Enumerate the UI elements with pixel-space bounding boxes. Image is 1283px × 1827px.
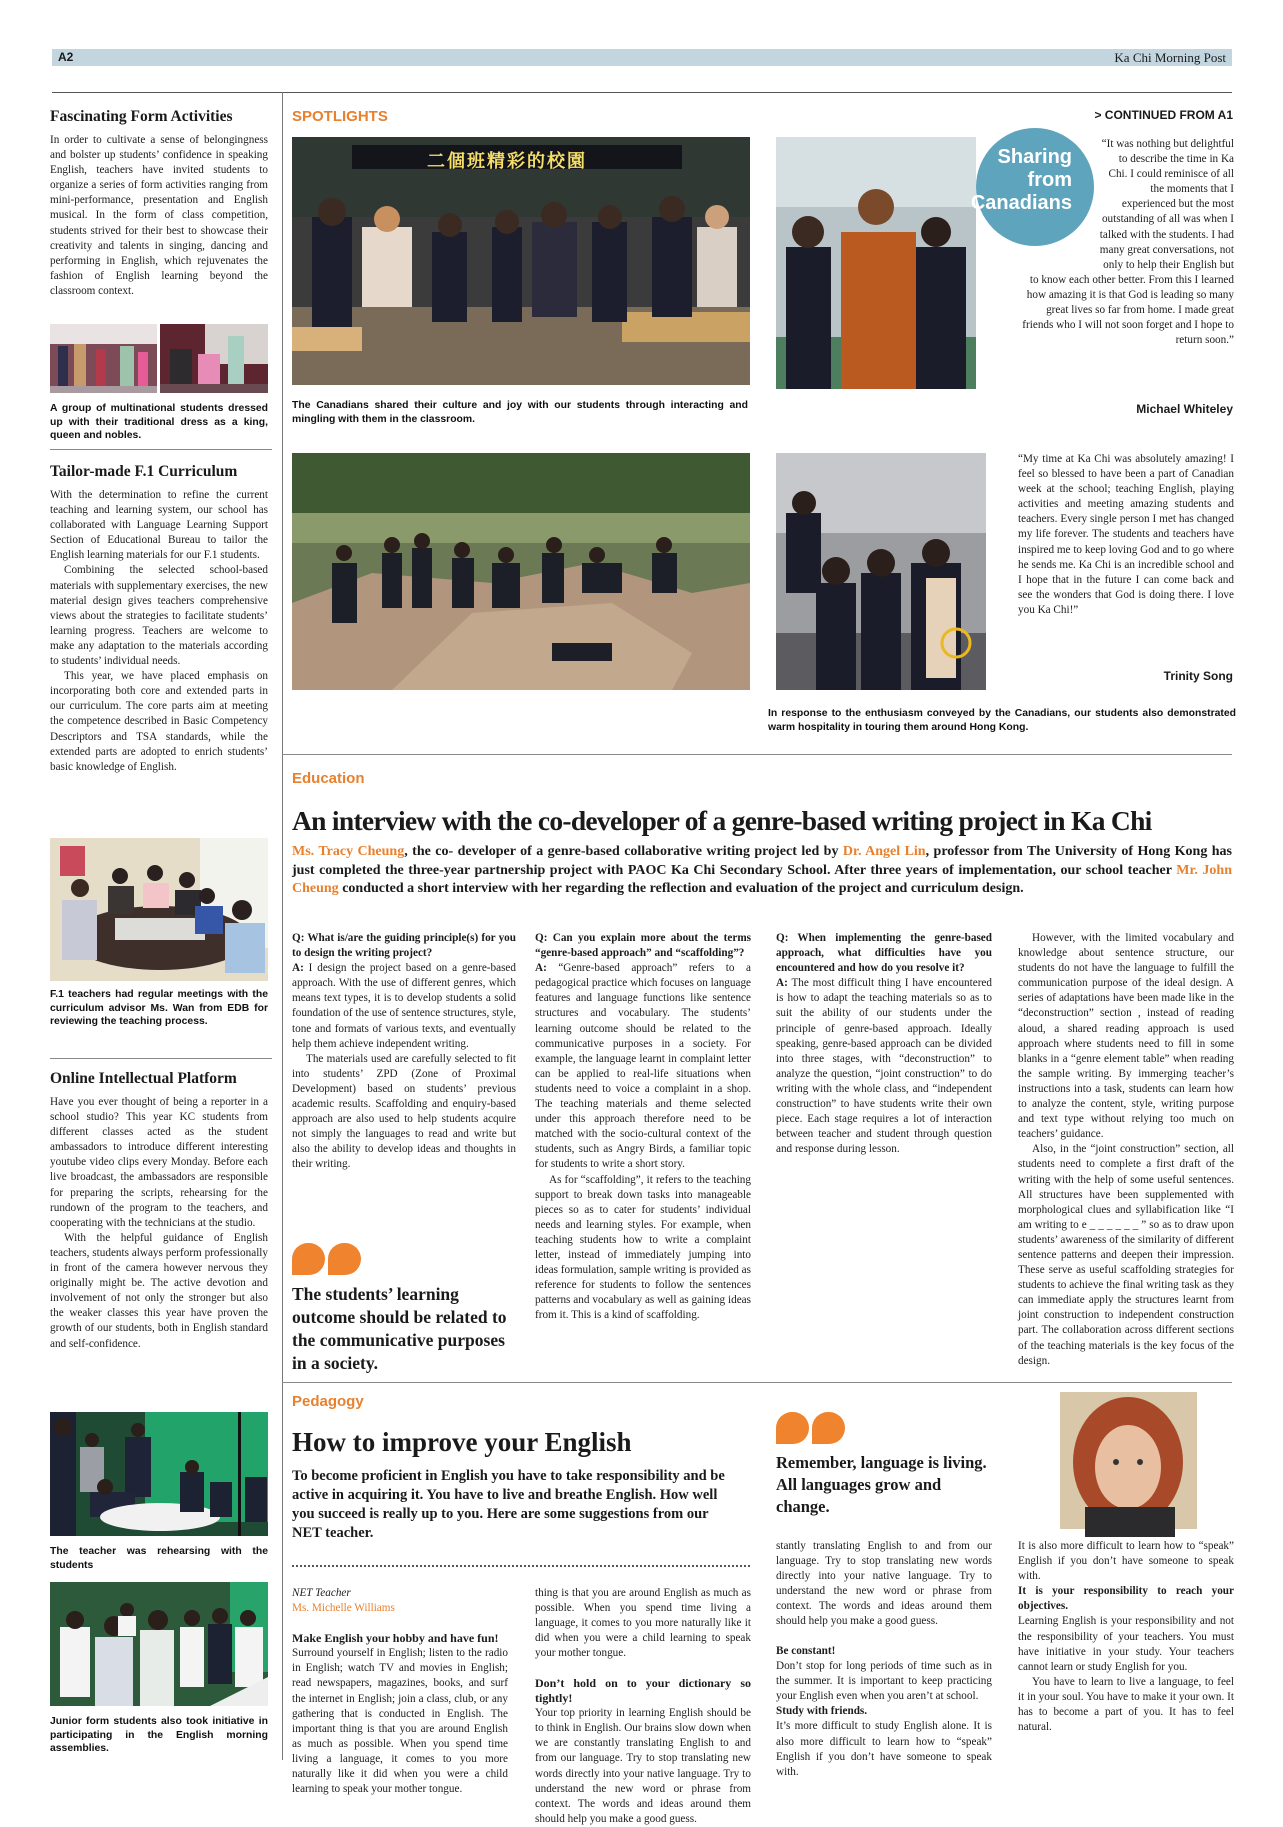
curriculum-title: Tailor-made F.1 Curriculum [50,463,238,480]
photo-classroom-canadians [292,137,750,385]
quote-michael [1016,137,1234,348]
page-number: A2 [58,50,74,64]
pullquote-students-learning [292,1243,516,1375]
publication-name: Ka Chi Morning Post [1114,50,1226,65]
interview-answer: As for “scaffolding”, it refers to the teaching support to break down tasks into manageable pieces so as to cater for students’ individual needs and learning styles. For example, when teaching students how to write a complaint letter, instead of immediately jumping into ideas formulation, sample writing is provided as reference for students to follow the sentences patterns and vocabulary as well as gaining ideas from it. This is a kind of scaffolding. [535,1173,751,1322]
tip-heading: Be constant! [776,1645,836,1657]
quote-mark-icon [292,1243,362,1275]
rule [50,449,272,450]
interview-question: Q: What is/are the guiding principle(s) for you to design the writing project? [292,932,516,960]
dotted-divider [292,1565,750,1567]
tip-text: You have to learn to live a language, to feel it in your soul. You have to make it your own. It has to become a part of you. It has to feel natural. [1018,1675,1234,1734]
lead-text: , the co- developer of a genre-based collaborative writing project led by [404,844,843,859]
caption-f1-teachers: F.1 teachers had regular meetings with the curriculum advisor Ms. Wan from EDB for reviewing the teaching process. [50,989,268,1028]
top-rule [52,92,1232,93]
caption-hong-kong-tour: In response to the enthusiasm conveyed by the Canadians, our students also demonstrated warm hospitality in touring them around Hong Kong. [768,708,1236,733]
tip-text-continued: stantly translating English to and from our language. Try to stop translating new words directly into your native language. Try to understand the new word or phrase from context. The words and ideas around them should help you make a good guess. [776,1540,992,1628]
classroom-banner-text: 二個班精彩的校園 [427,151,587,172]
pedagogy-column-1 [292,1586,508,1796]
teacher-portrait [1060,1392,1197,1529]
byline-role: NET Teacher [292,1587,351,1599]
rule [50,1058,272,1059]
photo-form-activities-2 [160,324,268,393]
tip-text-continued: It is also more difficult to learn how to “speak” English if you don’t have someone to speak with. [1018,1540,1234,1583]
tip-text: Learning English is your responsibility and not the responsibility of your teachers. You must have initiative in your study. Your teachers cannot learn or study English for you. [1018,1615,1234,1673]
interview-answer: The materials used are carefully selected to fit into students’ ZPD (Zone of Proximal Development) based on students’ previous academic results. Scaffolding and enquiry-based approach are also used to help students acquire not simply the languages to read and write but also the ability to develop ideas and thoughts in their writing. [292,1052,516,1171]
section-spotlights: SPOTLIGHTS [292,108,388,125]
quote-michael-text: “It was nothing but delightful to describe the time in Ka Chi. I could reminisce of all the moments that I experienced but the most outstanding of all was when I talked with the students. I had many great conversations, not only to help their English but to know each other better. From this I learned how amazing it is that God is leading so many great lives so far from home. I made great friends who I will not soon forget and I hope to return soon.” [1022,138,1234,347]
left-column-divider [282,92,283,1760]
interview-column-1 [292,931,516,1173]
byline-name: Ms. Michelle Williams [292,1602,395,1615]
interview-question: Q: When implementing the genre-based approach, what difficulties have you encountered and how do you resolve it? [776,932,992,975]
lead-text: , professor from The University of Hong Kong has just completed the three-year partnership project with PAOC Ka Chi Secondary School. After three years of implementation, our school teacher [292,844,1233,878]
curriculum-paragraph: With the determination to refine the current teaching and learning system, our school has collaborated with Language Learning Support Section of Educational Bureau to tailor the English learning materials for our F.1 students. [50,489,268,562]
caption-studio-rehearsal: The teacher was rehearsing with the students [50,1546,268,1571]
interview-answer: However, with the limited vocabulary and knowledge about sentence structure, our students do not have the language to fulfill the communication purpose of the ideal design. A series of adaptations have been made like in the “deconstruction” section , instead of reading aloud, a shared reading approach is used approach where students need to fill in some blanks in a “genre element table” when reading the sample writing. By immerging teacher’s instructions into a task, students can learn how to analyze the content, style, writing purpose and text type without relying too much on teachers’ guidance. [1018,932,1234,1141]
pullquote-text: The students’ learning outcome should be related to the communicative purposes in a society. [292,1284,507,1373]
photo-studio-rehearsal [50,1412,268,1536]
sharing-badge-line: Sharing [997,146,1072,168]
pedagogy-column-3 [776,1539,992,1778]
page-header-bar [52,49,1232,66]
form-activities-title: Fascinating Form Activities [50,108,233,125]
platform-paragraph: With the helpful guidance of English teachers, students always perform professionally in front of the camera however nervous they originally might be. The active devotion and involvement of not only the stronger but also the weaker classes this year have proven the growth of our students, both in English standard and self-confidence. [50,1231,268,1350]
interview-answer: Also, in the “joint construction” section, all students need to complete a first draft of the writing with the help of some useful sentences. All structures have been supplemented with morphological clues and syllabification like “I am writing to e _ _ _ _ _ _ ” so as to draw upon students’ awareness of the similarity of different sentence patterns and deepen their impression. These serve as useful scaffolding strategies for students to achieve the final writing task as they can immediate apply the structures learnt from joint construction to independent construction part. The collaboration across different sections of the teaching materials is the key focus of the design. [1018,1143,1234,1367]
tip-heading: Study with friends. [776,1705,868,1718]
tip-text: Don’t stop for long periods of time such as in the summer. It is important to keep practicing your English even when you aren’t at school. [776,1660,992,1703]
caption-junior-students: Junior form students also took initiative in participating in the English morning assemblies. [50,1716,268,1755]
education-lead [292,843,1232,899]
answer-label: A: [535,962,547,975]
answer-label: A: [776,977,788,990]
tip-heading: It is your responsibility to reach your objectives. [1018,1585,1234,1613]
curriculum-article [50,463,268,775]
caption-classroom: The Canadians shared their culture and joy with our students through interacting and mingling with them in the classroom. [292,400,748,425]
quote-mark-icon [776,1412,846,1444]
photo-michael-whiteley [776,137,976,389]
caption-form-activities: A group of multinational students dressed up with their traditional dress as a king, queen and nobles. [50,403,268,442]
rule [282,754,1232,755]
form-activities-body: In order to cultivate a sense of belongingness and bolster up students’ confidence in speaking English, teachers have invited students to organize a series of form activities ranging from mini-performance, presentation and English musical. In the form of class competition, students strived for their best to showcase their creativity and talents in singing, dancing and performing in English, which rejuvenates the fashion of English learning beyond the classroom context. [50,134,268,297]
quote-trinity: “My time at Ka Chi was absolutely amazing! I feel so blessed to have been a part of Canadian week at the school; teaching English, playing activities and meeting amazing students and teachers. Every single person I met has changed my life forever. The students and teachers have inspired me to keep loving God and to go where he sends me. Ka Chi is an incredible school and I hope that in the future I can come back and see the wonders that God is doing there. I love you Ka Chi!” [1018,453,1234,616]
interview-answer: “Genre-based approach” refers to a pedagogical practice which focuses on language features and language functions like sentence structures and vocabulary. The students’ learning outcome should be related to the communicative purposes in a society. For example, the language learnt in complaint letter can be applied to real-life situations when students need to voice a complaint in a shop. The teaching materials and theme selected under this approach therefore need to be matched with the socio-cultural context of the students, such as Angry Birds, a familiar topic for students to write a short story. [535,962,751,1171]
photo-junior-students [50,1582,268,1706]
pedagogy-column-2 [535,1586,751,1825]
interview-column-4 [1018,931,1234,1369]
sharing-badge-line: from [1027,169,1072,191]
pullquote-language-living [776,1412,992,1518]
section-education: Education [292,770,365,787]
pedagogy-lead: To become proficient in English you have to take responsibility and be active in acquiring it. You have to live and breathe English. How well you succeed is really up to you. Here are some suggestions from our NET teacher. [292,1468,725,1541]
author-michael: Michael Whiteley [1136,402,1233,416]
rule [282,1382,1232,1383]
curriculum-paragraph: This year, we have placed emphasis on incorporating both core and extended parts in our curriculum. The core parts aim at meeting the competence described in Basic Competency Descriptors and TSA standards, while the extended parts are adopted to enrich students’ basic knowledge of English. [50,670,268,773]
platform-title: Online Intellectual Platform [50,1070,237,1087]
pedagogy-headline: How to improve your English [292,1427,632,1457]
interview-column-2 [535,931,751,1322]
answer-label: A: [292,962,304,975]
form-activities-article [50,108,268,299]
interview-column-3 [776,931,992,1157]
photo-trinity-song [776,453,986,690]
curriculum-paragraph: Combining the selected school-based materials with supplementary exercises, the new material design gives teachers comprehensive views about the strategies to facilitate students’ learning progress. Teachers are welcome to make any adaptation to the materials according to students’ individual needs. [50,564,268,668]
tip-heading: Make English your hobby and have fun! [292,1631,499,1646]
tip-text-continued: thing is that you are around English as much as possible. When you spend time living a language, it comes to you more naturally like it did when you were a child learning to speak your mother tongue. [535,1587,751,1660]
sharing-badge-line: Canadians [970,192,1072,214]
continued-from-label: > CONTINUED FROM A1 [1094,108,1233,122]
interview-question: Q: Can you explain more about the terms “genre-based approach” and “scaffolding”? [535,932,751,960]
tip-text: Your top priority in learning English should be to think in English. Our brains slow down when we are constantly translating English to and from our language. Try to stop translating new words directly into your native language. Try to understand the new word or phrase from context. The words and ideas around them should help you make a good guess. [535,1707,751,1825]
author-trinity: Trinity Song [1163,669,1233,683]
tip-text: It’s more difficult to study English alone. It is also more difficult to learn how to “speak” English if you don’t have someone to speak with. [776,1720,992,1778]
interview-answer: I design the project based on a genre-based approach. With the use of different genres, which means text types, it is to develop students a solid foundation of the use of sentence structures, style, tone and formats of various texts, and eventually help them achieve independent writing. [292,962,516,1050]
pullquote-text: Remember, language is living. All languages grow and change. [776,1453,987,1516]
platform-article [50,1070,268,1352]
tip-heading: Don’t hold on to your dictionary so tightly! [535,1676,751,1706]
lead-text: conducted a short interview with her regarding the reflection and evaluation of the project and curriculum design. [338,881,1024,896]
name-angel-lin: Dr. Angel Lin [842,844,926,859]
platform-paragraph: Have you ever thought of being a reporter in a school studio? This year KC students from different classes acted as the student ambassadors to introduce different interesting youtube video clips every Monday. Before each live broadcast, the ambassadors are responsible for preparing the scripts, rehearsing for the rundown of the program to the teachers, and cooperating with the technicians at the studio. [50,1096,268,1229]
photo-form-activities-1 [50,324,157,393]
pedagogy-column-4 [1018,1539,1234,1735]
photo-hong-kong-tour [292,453,750,690]
name-john-cheung: Mr. John Cheung [292,862,1233,896]
photo-f1-teachers-meeting [50,838,268,981]
education-headline: An interview with the co-developer of a genre-based writing project in Ka Chi [292,805,1152,836]
tip-text: Surround yourself in English; listen to the radio in English; watch TV and movies in English; read newspapers, magazines, books, and surf the internet in English; join a class, club, or any gathering that is conducted in English. The important thing is that you are around English as much as possible. When you spend time living a language, it comes to you more naturally like it did when you were a child learning to speak your mother tongue. [292,1647,508,1796]
interview-answer: The most difficult thing I have encountered is how to adapt the teaching materials so as to suit the ability of our students under the principle of genre-based approach. Ideally speaking, genre-based approach can be divided into three stages, with “deconstruction” to analyze the question, “joint construction” to do writing with the whole class, and “independent construction” to have students write their own piece. Each stage requires a lot of interaction between teacher and student through question and response during lesson. [776,977,992,1156]
name-tracy-cheung: Ms. Tracy Cheung [292,844,405,859]
section-pedagogy: Pedagogy [292,1393,364,1410]
